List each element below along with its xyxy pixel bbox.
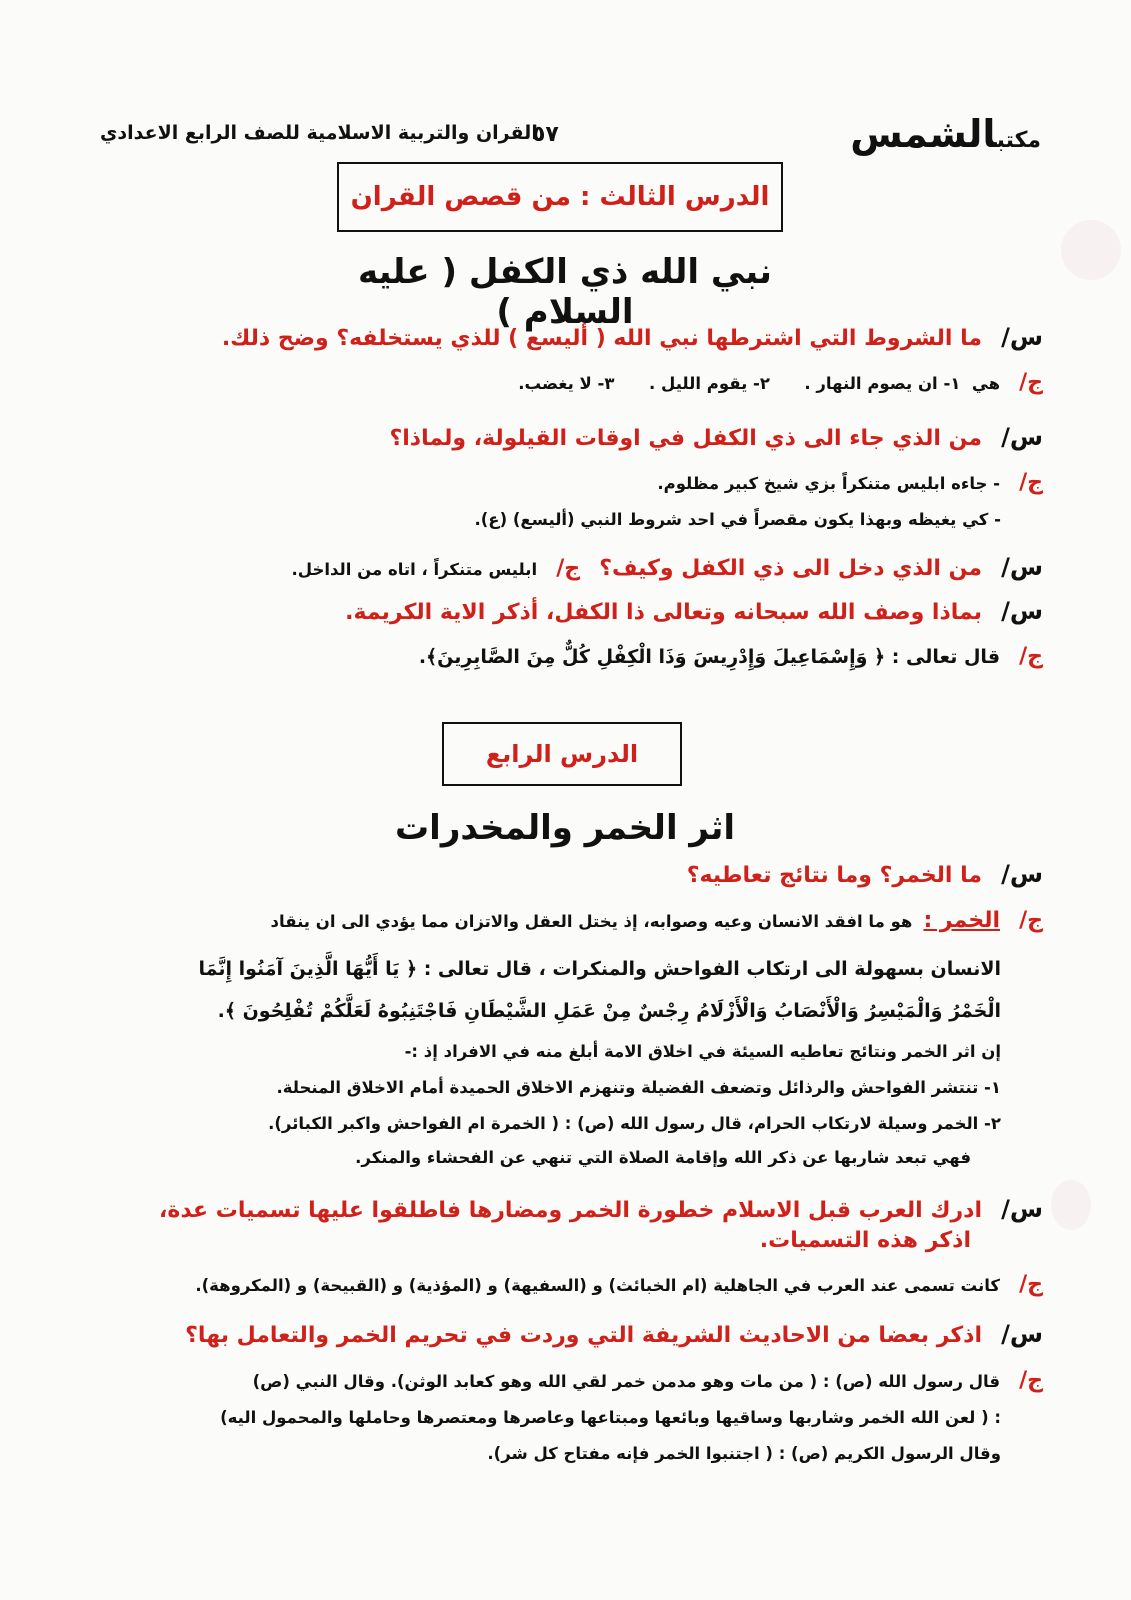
question-label: س/ <box>1001 323 1043 351</box>
question-label: س/ <box>1001 860 1043 888</box>
answer-text-line: وقال الرسول الكريم (ص) : ( اجتنبوا الخمر فإنه مفتاح كل شر). <box>487 1444 1001 1463</box>
l3-answer-4 <box>96 644 1043 669</box>
answer-text: قال تعالى : ﴿ وَإِسْمَاعِيلَ وَإِدْرِيسَ وَذَا الْكِفْلِ كُلٌّ مِنَ الصَّابِرِينَ﴾. <box>418 646 1001 668</box>
paper-stain <box>1051 1180 1091 1230</box>
l4-question-2 <box>96 1195 1043 1223</box>
l3-question-4 <box>96 597 1043 625</box>
question-label: س/ <box>1001 1195 1043 1223</box>
answer-label: ج/ <box>1019 1272 1043 1297</box>
page-number: ٥٧ <box>532 122 559 147</box>
header-brand <box>850 112 1041 156</box>
question-label: س/ <box>1001 597 1043 625</box>
l3-question-1 <box>96 323 1043 351</box>
answer-label: ج/ <box>1019 470 1043 495</box>
answer-text-line: ٢- الخمر وسيلة لارتكاب الحرام، قال رسول الله (ص) : ( الخمرة ام الفواحش واكبر الكبائر). <box>268 1114 1001 1133</box>
answer-text: هي ١- ان يصوم النهار . ٢- يقوم الليل . ٣- لا يغضب. <box>518 374 1001 393</box>
answer-text-line: الْخَمْرُ وَالْمَيْسِرُ وَالْأَنْصَابُ وَالْأَزْلَامُ رِجْسٌ مِنْ عَمَلِ الشَّيْطَانِ فَاجْتَنِبُوهُ لَعَلَّكُمْ تُفْلِحُونَ ﴾. <box>217 1000 1001 1022</box>
question-label: س/ <box>1001 1320 1043 1348</box>
l4-answer-1 <box>96 908 1043 933</box>
answer-label: ج/ <box>556 556 581 581</box>
lesson3-topic-title: نبي الله ذي الكفل ( عليه السلام ) <box>358 252 772 332</box>
l3-question-2 <box>96 423 1043 451</box>
answer-label: ج/ <box>1019 908 1043 933</box>
header-brand-prefix: مكتب <box>996 128 1041 153</box>
answer-text-line: الانسان بسهولة الى ارتكاب الفواحش والمنكرات ، قال تعالى : ﴿ يَا أَيُّهَا الَّذِينَ آمَنُوا إِنَّمَا <box>198 958 1001 980</box>
answer-text-line: إن اثر الخمر ونتائج تعاطيه السيئة في اخلاق الامة أبلغ منه في الافراد إذ :- <box>404 1042 1001 1061</box>
answer-text: - جاءه ابليس متنكراً بزي شيخ كبير مظلوم. <box>657 474 1001 493</box>
lesson4-topic-title: اثر الخمر والمخدرات <box>395 808 735 848</box>
lesson4-title-box: الدرس الرابع <box>442 722 682 786</box>
answer-text: ابليس متنكراً ، اتاه من الداخل. <box>291 560 538 579</box>
term-label: الخمر : <box>923 908 1001 933</box>
l4-question-3 <box>96 1320 1043 1348</box>
header-brand-name: الشمس <box>850 112 997 156</box>
question-label: س/ <box>1001 553 1043 581</box>
answer-label: ج/ <box>1019 370 1043 395</box>
answer-text-line: فهي تبعد شاربها عن ذكر الله وإقامة الصلاة التي تنهي عن الفحشاء والمنكر. <box>355 1148 971 1167</box>
l3-question-3 <box>96 553 1043 581</box>
question-text: اذكر بعضا من الاحاديث الشريفة التي وردت في تحريم الخمر والتعامل بها؟ <box>185 1323 983 1348</box>
answer-text-line: ١- تنتشر الفواحش والرذائل وتضعف الفضيلة وتنهزم الاخلاق الحميدة أمام الاخلاق المنحلة. <box>276 1078 1001 1097</box>
answer-text: كانت تسمى عند العرب في الجاهلية (ام الخبائث) و (السفيهة) و (المؤذية) و (القبيحة) و (المكروهة). <box>195 1276 1001 1295</box>
answer-text-line: - كي يغيظه وبهذا يكون مقصراً في احد شروط النبي (أليسع) (ع). <box>474 510 1001 529</box>
l4-answer-3 <box>96 1368 1043 1393</box>
l3-answer-1 <box>96 370 1043 395</box>
answer-text: هو ما افقد الانسان وعيه وصوابه، إذ يختل العقل والاتزان مما يؤدي الى ان ينقاد <box>270 912 913 931</box>
l3-answer-2 <box>96 470 1043 495</box>
answer-label: ج/ <box>1019 644 1043 669</box>
l4-question-1 <box>96 860 1043 888</box>
question-label: س/ <box>1001 423 1043 451</box>
question-text: من الذي جاء الى ذي الكفل في اوقات القيلولة، ولماذا؟ <box>389 426 983 451</box>
question-text-line: اذكر هذه التسميات. <box>759 1228 971 1253</box>
question-text: ما الشروط التي اشترطها نبي الله ( أليسع ) للذي يستخلفه؟ وضح ذلك. <box>221 326 983 351</box>
answer-text-line: : ( لعن الله الخمر وشاربها وساقيها وبائعها ومبتاعها وعاصرها ومعتصرها وحاملها والمحمول اليه) <box>220 1408 1001 1427</box>
question-text: ادرك العرب قبل الاسلام خطورة الخمر ومضارها فاطلقوا عليها تسميات عدة، <box>158 1198 983 1223</box>
question-text: بماذا وصف الله سبحانه وتعالى ذا الكفل، أذكر الاية الكريمة. <box>345 600 983 625</box>
question-text: من الذي دخل الى ذي الكفل وكيف؟ <box>599 556 983 581</box>
header-subject: القران والتربية الاسلامية للصف الرابع الاعدادي <box>100 122 538 144</box>
question-text: ما الخمر؟ وما نتائج تعاطيه؟ <box>686 863 983 888</box>
answer-label: ج/ <box>1019 1368 1043 1393</box>
l4-answer-2 <box>96 1272 1043 1297</box>
lesson3-title-box: الدرس الثالث : من قصص القران <box>337 162 783 232</box>
paper-stain <box>1061 220 1121 280</box>
answer-text: قال رسول الله (ص) : ( من مات وهو مدمن خمر لقي الله وهو كعابد الوثن). وقال النبي (ص) <box>252 1372 1001 1391</box>
